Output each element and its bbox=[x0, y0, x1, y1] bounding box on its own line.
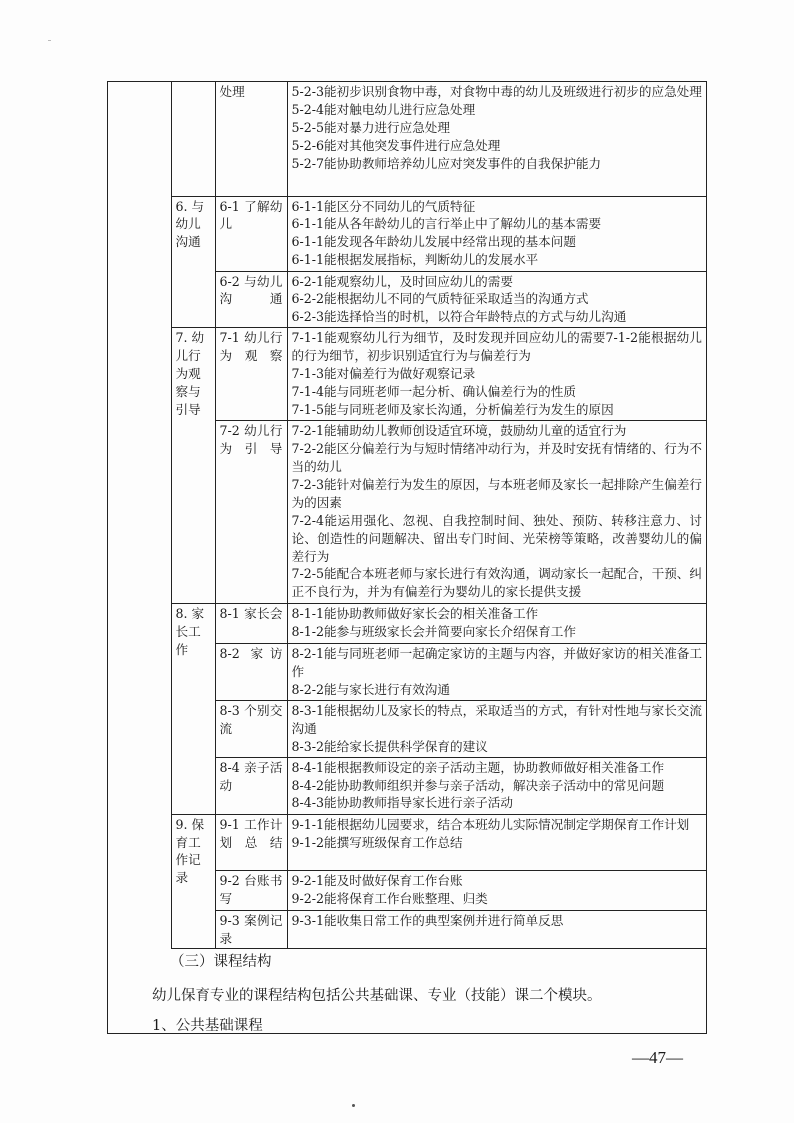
list-item: 6-2-3能选择恰当的时机，以符合年龄特点的方式与幼儿沟通 bbox=[291, 309, 627, 325]
sub-cell-9-3: 9-3 案例记录 bbox=[215, 910, 287, 949]
list-item: 8-1-1能协助教师做好家长会的相关准备工作 bbox=[291, 606, 539, 622]
list-item: 9-2-1能及时做好保育工作台账 bbox=[291, 872, 463, 888]
sub-cell-7-1: 7-1 幼儿行为观察 bbox=[215, 328, 287, 421]
items-cell-6-1 bbox=[287, 196, 706, 271]
list-item: 8-2-1能与同班老师一起确定家访的主题与内容，并做好家访的相关准备工作 bbox=[291, 646, 702, 680]
sub-cell-5-2: 处理 bbox=[215, 82, 287, 196]
items-cell-7-2 bbox=[287, 421, 706, 604]
list-item: 6-1-1能根据发展指标，判断幼儿的发展水平 bbox=[291, 252, 539, 268]
table-row bbox=[108, 604, 706, 644]
list-item: 5-2-5能对暴力进行应急处理 bbox=[291, 119, 450, 135]
items-cell-8-1 bbox=[287, 604, 706, 644]
list-item: 7-1-3能对偏差行为做好观察记录 bbox=[291, 366, 476, 382]
list-item: 8-3-1能根据幼儿及家长的特点，采取适当的方式，有针对性地与家长交流沟通 bbox=[291, 702, 702, 736]
table-row bbox=[108, 82, 706, 196]
competency-table bbox=[108, 82, 706, 949]
table-row bbox=[108, 196, 706, 271]
list-item: 7-1-4能与同班老师一起分析、确认偏差行为的性质 bbox=[291, 383, 576, 399]
sub-cell-7-2: 7-2 幼儿行为引导 bbox=[215, 421, 287, 604]
list-item: 7-2-3能针对偏差行为发生的原因，与本班老师及家长一起排除产生偏差行为的因素 bbox=[291, 476, 702, 510]
list-item: 9-3-1能收集日常工作的典型案例并进行简单反思 bbox=[291, 912, 564, 928]
items-cell-8-4 bbox=[287, 757, 706, 814]
page-number: —47— bbox=[632, 1048, 683, 1067]
subsection-heading: 1、公共基础课程 bbox=[152, 1018, 263, 1034]
module-cell-5-continued bbox=[171, 82, 215, 196]
document-frame bbox=[107, 81, 707, 1034]
list-item: 5-2-6能对其他突发事件进行应急处理 bbox=[291, 137, 501, 153]
scan-speck bbox=[352, 1104, 355, 1107]
sub-cell-6-2: 6-2 与幼儿沟通 bbox=[215, 271, 287, 328]
list-item: 6-1-1能从各年龄幼儿的言行举止中了解幼儿的基本需要 bbox=[291, 216, 602, 232]
list-item: 5-2-4能对触电幼儿进行应急处理 bbox=[291, 101, 476, 117]
items-cell-8-3 bbox=[287, 700, 706, 757]
list-item: 7-2-4能运用强化、忽视、自我控制时间、独处、预防、转移注意力、讨论、创造性的问题解决、留出专门时间、光荣榜等策略，改善婴幼儿的偏差行为 bbox=[291, 512, 702, 564]
list-item: 8-4-1能根据教师设定的亲子活动主题，协助教师做好相关准备工作 bbox=[291, 759, 665, 775]
scan-speck bbox=[48, 40, 51, 41]
items-cell-9-1 bbox=[287, 814, 706, 870]
sub-cell-6-1: 6-1 了解幼儿 bbox=[215, 196, 287, 271]
sub-cell-8-1: 8-1 家长会 bbox=[215, 604, 287, 644]
items-cell-9-2 bbox=[287, 870, 706, 910]
items-cell-8-2 bbox=[287, 644, 706, 701]
list-item: 7-1-1能观察幼儿行为细节，及时发现并回应幼儿的需要7-1-2能根据幼儿的行为细节，初步识别适宜行为与偏差行为 bbox=[291, 330, 702, 364]
list-item: 9-1-2能撰写班级保育工作总结 bbox=[291, 834, 463, 850]
module-cell-7: 7. 幼儿行为观察与引导 bbox=[171, 328, 215, 604]
list-item: 6-2-1能观察幼儿，及时回应幼儿的需要 bbox=[291, 273, 513, 289]
sub-cell-9-1: 9-1 工作计划总结 bbox=[215, 814, 287, 870]
list-item: 9-1-1能根据幼儿园要求，结合本班幼儿实际情况制定学期保育工作计划 bbox=[291, 816, 690, 832]
list-item: 8-2-2能与家长进行有效沟通 bbox=[291, 682, 450, 698]
list-item: 8-3-2能给家长提供科学保育的建议 bbox=[291, 738, 488, 754]
list-item: 5-2-3能初步识别食物中毒，对食物中毒的幼儿及班级进行初步的应急处理 bbox=[291, 84, 702, 99]
list-item: 6-1-1能区分不同幼儿的气质特征 bbox=[291, 198, 476, 214]
list-item: 7-2-1能辅助幼儿教师创设适宜环境，鼓励幼儿童的适宜行为 bbox=[291, 423, 627, 439]
list-item: 9-2-2能将保育工作台账整理、归类 bbox=[291, 890, 488, 906]
sub-cell-8-2: 8-2 家访 bbox=[215, 644, 287, 701]
list-item: 6-1-1能发现各年龄幼儿发展中经常出现的基本问题 bbox=[291, 234, 576, 250]
items-cell-9-3 bbox=[287, 910, 706, 949]
items-cell-5-2 bbox=[287, 82, 706, 196]
list-item: 8-4-3能协助教师指导家长进行亲子活动 bbox=[291, 795, 513, 811]
section-heading: （三）课程结构 bbox=[170, 954, 272, 970]
module-cell-9: 9. 保育工作记录 bbox=[171, 814, 215, 949]
module-cell-6: 6. 与幼儿沟通 bbox=[171, 196, 215, 328]
list-item: 8-1-2能参与班级家长会并简要向家长介绍保育工作 bbox=[291, 624, 576, 640]
items-cell-7-1 bbox=[287, 328, 706, 421]
table-row bbox=[108, 328, 706, 421]
list-item: 7-2-2能区分偏差行为与短时情绪冲动行为，并及时安抚有情绪的、行为不当的幼儿 bbox=[291, 441, 702, 475]
section-intro: 幼儿保育专业的课程结构包括公共基础课、专业（技能）课二个模块。 bbox=[152, 988, 602, 1004]
list-item: 7-1-5能与同班老师及家长沟通，分析偏差行为发生的原因 bbox=[291, 401, 614, 417]
list-item: 6-2-2能根据幼儿不同的气质特征采取适当的沟通方式 bbox=[291, 291, 589, 307]
items-cell-6-2 bbox=[287, 271, 706, 328]
module-cell-8: 8. 家长工作 bbox=[171, 604, 215, 814]
sub-cell-9-2: 9-2 台账书写 bbox=[215, 870, 287, 910]
table-row bbox=[108, 814, 706, 870]
blank-left-column bbox=[108, 82, 171, 949]
sub-cell-8-4: 8-4 亲子活动 bbox=[215, 757, 287, 814]
list-item: 8-4-2能协助教师组织并参与亲子活动，解决亲子活动中的常见问题 bbox=[291, 777, 665, 793]
list-item: 7-2-5能配合本班老师与家长进行有效沟通，调动家长一起配合，干预、纠正不良行为，并为有偏差行为婴幼儿的家长提供支援 bbox=[291, 566, 702, 600]
sub-cell-8-3: 8-3 个别交流 bbox=[215, 700, 287, 757]
list-item: 5-2-7能协助教师培养幼儿应对突发事件的自我保护能力 bbox=[291, 155, 602, 171]
